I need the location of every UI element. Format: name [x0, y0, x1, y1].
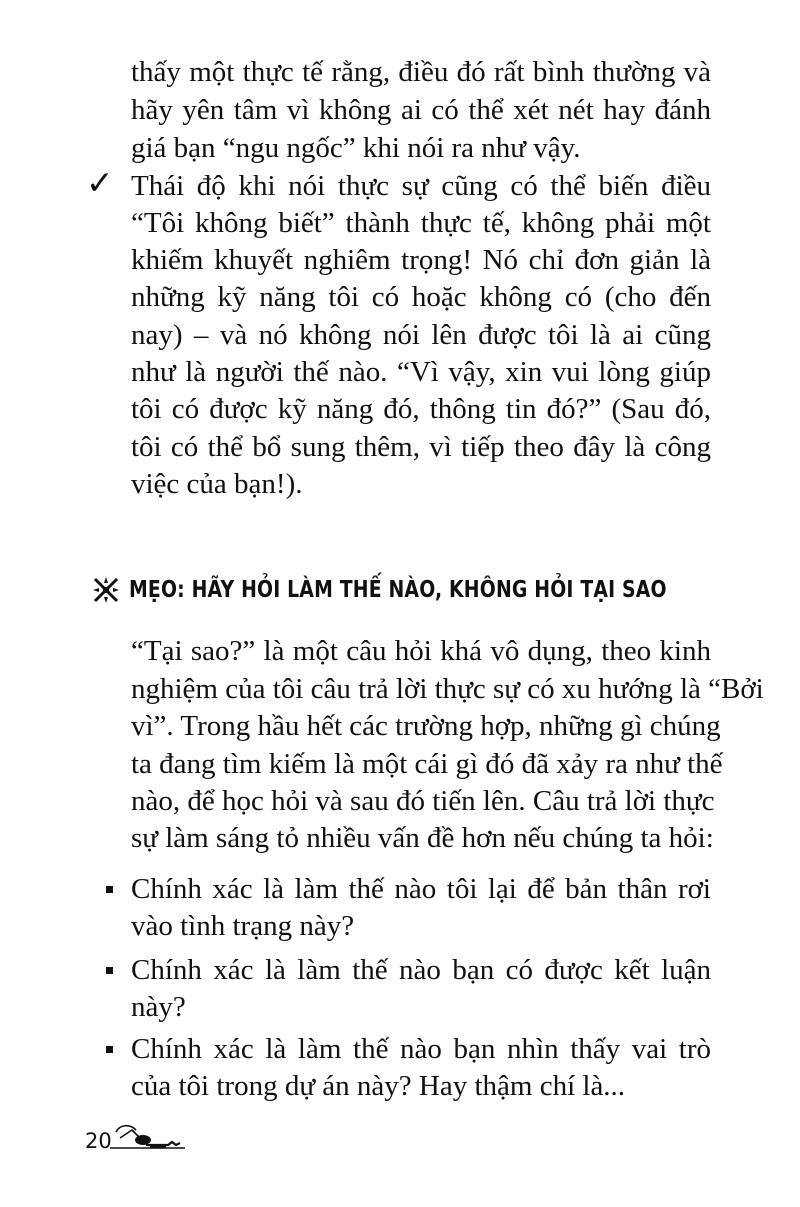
- running-figure-icon: [110, 1118, 190, 1158]
- text-line: nay) – và nó không nói lên được tôi là ai cũng: [131, 319, 711, 351]
- bullet-icon: [106, 886, 113, 893]
- list-item-line: này?: [131, 991, 186, 1023]
- section-heading: MẸO: HÃY HỎI LÀM THẾ NÀO, KHÔNG HỎI TẠI SAO: [129, 577, 667, 603]
- text-line: tôi có được kỹ năng đó, thông tin đó?” (Sau đó,: [131, 393, 711, 425]
- list-item-line: Chính xác là làm thế nào tôi lại để bản thân rơi: [131, 873, 711, 905]
- text-line: nào, để học hỏi và sau đó tiến lên. Câu trả lời thực: [131, 785, 715, 817]
- text-line: giá bạn “ngu ngốc” khi nói ra như vậy.: [131, 132, 581, 164]
- sparkle-cross-icon: [93, 577, 119, 603]
- checkmark-icon: ✓: [86, 163, 114, 202]
- text-line: ta đang tìm kiếm là một cái gì đó đã xảy ra như thế: [131, 748, 723, 780]
- text-line: việc của bạn!).: [131, 468, 303, 500]
- text-line: sự làm sáng tỏ nhiều vấn đề hơn nếu chúng ta hỏi:: [131, 822, 714, 854]
- text-line: “Tại sao?” là một câu hỏi khá vô dụng, theo kinh: [131, 635, 711, 667]
- text-line: khiếm khuyết nghiêm trọng! Nó chỉ đơn giản là: [131, 244, 711, 276]
- text-line: tôi có thể bổ sung thêm, vì tiếp theo đây là công: [131, 431, 711, 463]
- text-line: những kỹ năng tôi có hoặc không có (cho đến: [131, 281, 711, 313]
- bullet-icon: [106, 967, 113, 974]
- page-number: 20: [85, 1129, 112, 1153]
- bullet-icon: [106, 1046, 113, 1053]
- text-line: như là người thế nào. “Vì vậy, xin vui lòng giúp: [131, 356, 711, 388]
- text-line: hãy yên tâm vì không ai có thể xét nét hay đánh: [131, 94, 711, 126]
- text-line: nghiệm của tôi câu trả lời thực sự có xu hướng là “Bởi: [131, 673, 764, 705]
- text-line: “Tôi không biết” thành thực tế, không phải một: [131, 207, 711, 239]
- text-line: vì”. Trong hầu hết các trường hợp, những gì chúng: [131, 710, 721, 742]
- text-line: thấy một thực tế rằng, điều đó rất bình thường và: [131, 56, 711, 88]
- list-item-line: vào tình trạng này?: [131, 910, 355, 942]
- text-line: Thái độ khi nói thực sự cũng có thể biến điều: [131, 170, 711, 202]
- list-item-line: Chính xác là làm thế nào bạn có được kết luận: [131, 954, 711, 986]
- list-item-line: của tôi trong dự án này? Hay thậm chí là...: [131, 1070, 626, 1102]
- list-item-line: Chính xác là làm thế nào bạn nhìn thấy vai trò: [131, 1033, 711, 1065]
